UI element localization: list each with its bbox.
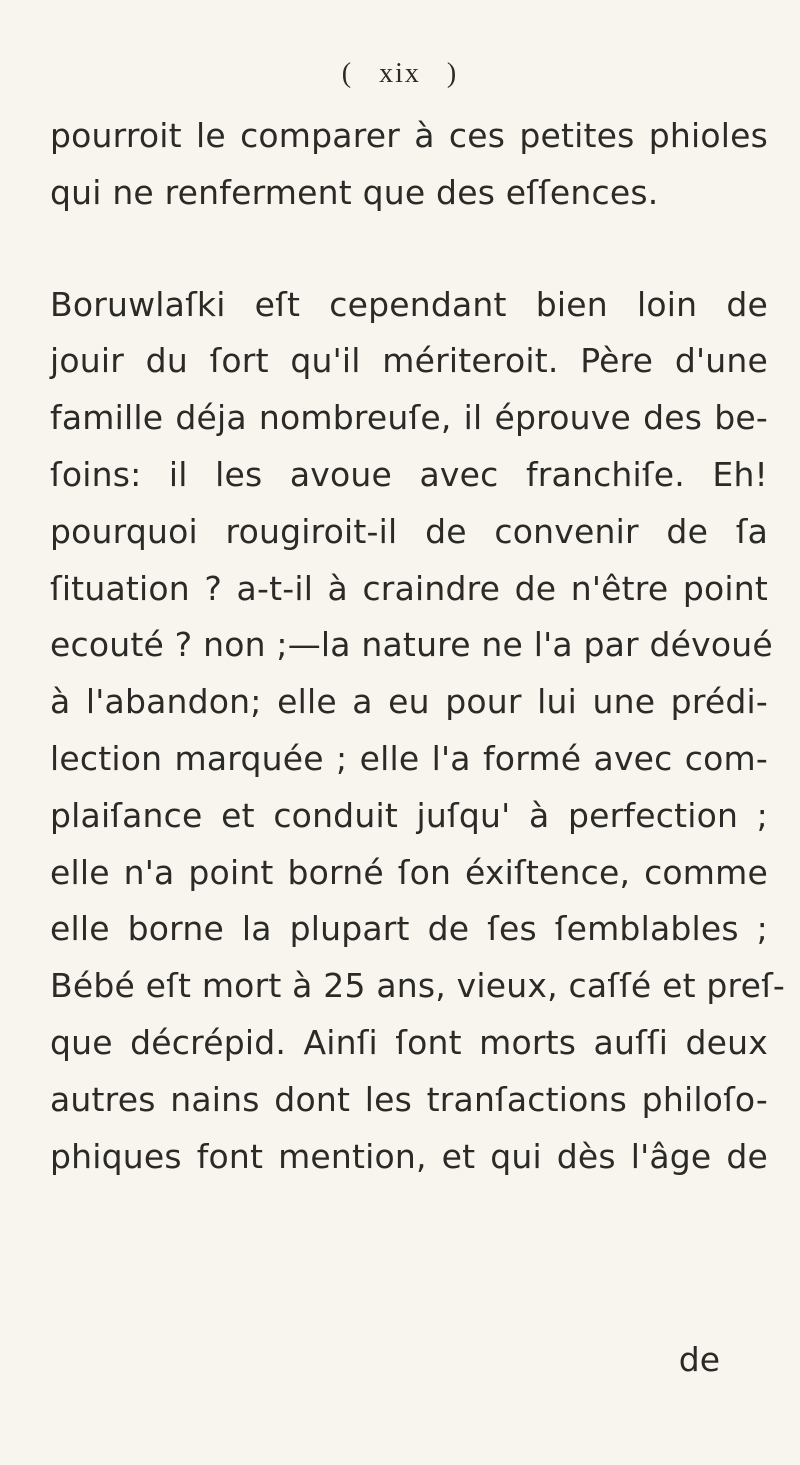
text-line: ecouté ? non ;—la nature ne l'a par dévoué: [50, 625, 773, 665]
header-close-paren: ): [446, 58, 459, 89]
catchword: de: [678, 1340, 720, 1379]
text-line: à l'abandon; elle a eu pour lui une prédi-: [50, 682, 768, 722]
text-line: elle n'a point borné ſon éxiſtence, comme: [50, 852, 768, 892]
text-line: pourroit le comparer à ces petites phioles: [50, 116, 768, 155]
text-line: phiques font mention, et qui dès l'âge de: [50, 1136, 768, 1176]
text-line: lection marquée ; elle l'a formé avec com-: [50, 738, 768, 778]
header-open-paren: (: [341, 58, 354, 89]
text-line: pourquoi rougiroit-il de convenir de ſa: [50, 511, 768, 551]
text-line: plaiſance et conduit juſqu' à perfection ;: [50, 795, 768, 835]
page-header: [0, 58, 800, 90]
paragraph-2: [50, 277, 786, 1186]
paragraph-1: [50, 108, 768, 222]
text-line: ſoins: il les avoue avec franchiſe. Eh!: [50, 454, 768, 494]
page-number: xix: [379, 58, 421, 89]
text-line: ſituation ? a-t-il à craindre de n'être point: [50, 568, 768, 608]
text-line: que décrépid. Ainſi ſont morts auſſi deux: [50, 1022, 768, 1062]
paragraph-gap: [50, 222, 768, 277]
text-line: famille déja nombreuſe, il éprouve des be-: [50, 398, 768, 438]
text-line: Boruwlaſki eſt cependant bien loin de: [50, 284, 768, 324]
text-line: qui ne renferment que des eſſences.: [50, 172, 659, 212]
body-text: [50, 108, 786, 1185]
text-line: elle borne la plupart de ſes ſemblables ;: [50, 909, 768, 949]
text-line: Bébé eſt mort à 25 ans, vieux, caſſé et preſ-: [50, 966, 786, 1006]
text-line: autres nains dont les tranſactions philoſo-: [50, 1079, 768, 1119]
text-line: jouir du ſort qu'il mériteroit. Père d'une: [50, 341, 768, 381]
